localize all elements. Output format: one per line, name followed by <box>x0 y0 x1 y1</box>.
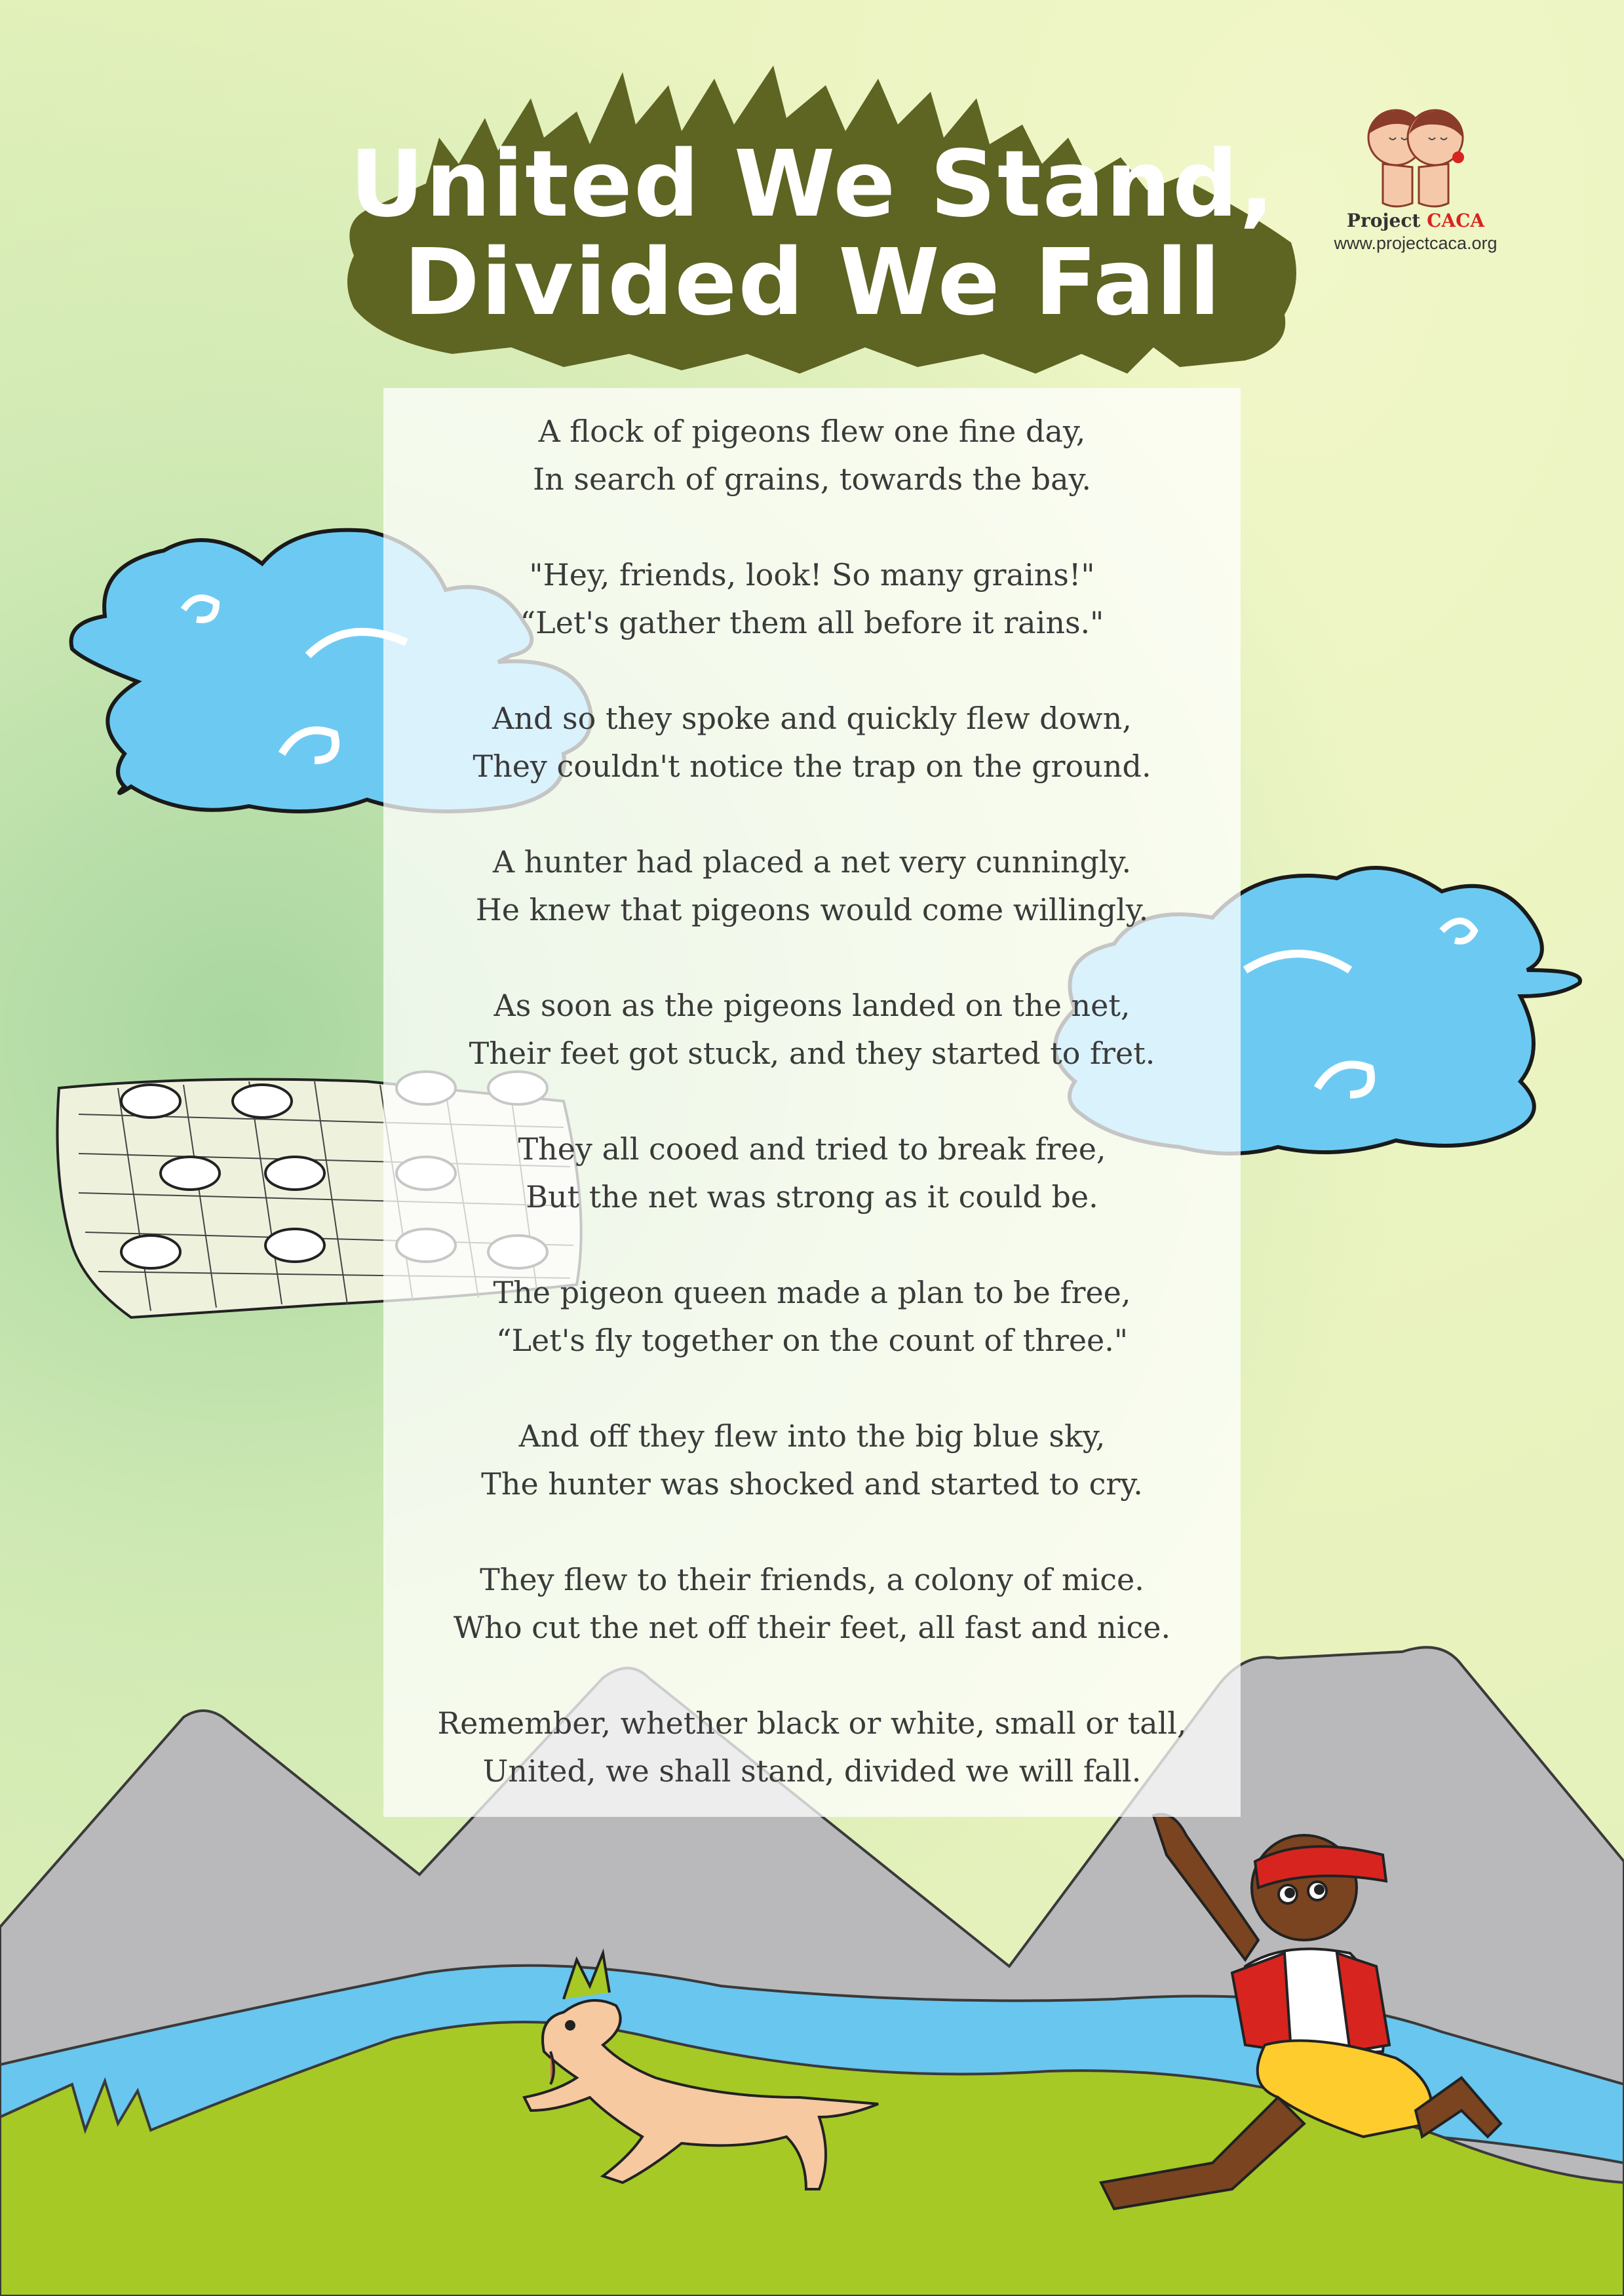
poem-line: And off they flew into the big blue sky, <box>518 1418 1106 1454</box>
poem-stanza <box>383 1412 1241 1508</box>
logo-name-part1: Project <box>1346 210 1427 231</box>
logo-children-icon <box>1330 105 1501 210</box>
poem-panel <box>383 388 1241 1817</box>
poem-line: Remember, whether black or white, small or tall, <box>437 1705 1187 1741</box>
poem-line: A flock of pigeons flew one fine day, <box>538 414 1086 449</box>
poem-stanza <box>383 838 1241 934</box>
poem-line: A hunter had placed a net very cunningly. <box>492 844 1132 880</box>
logo-name-part2: CACA <box>1427 210 1485 231</box>
poem-stanza <box>383 408 1241 503</box>
poem-stanza <box>383 695 1241 790</box>
poem-line: In search of grains, towards the bay. <box>532 461 1092 497</box>
poem-line: They couldn't notice the trap on the ground. <box>473 749 1151 784</box>
poem-line: But the net was strong as it could be. <box>526 1179 1098 1215</box>
poem-stanza <box>383 551 1241 647</box>
page-title-line-2: Divided We Fall <box>403 229 1222 336</box>
logo-project-name <box>1330 210 1501 231</box>
poem-line: Their feet got stuck, and they started to fret. <box>469 1036 1155 1071</box>
poem-stanza <box>383 982 1241 1078</box>
logo-website-url: www.projectcaca.org <box>1334 233 1498 253</box>
poem-line: “Let's gather them all before it rains." <box>520 605 1104 640</box>
project-caca-logo <box>1330 105 1501 262</box>
poem-text <box>383 408 1241 1843</box>
poem-line: As soon as the pigeons landed on the net, <box>493 988 1131 1023</box>
poem-line: Who cut the net off their feet, all fast and nice. <box>453 1610 1171 1645</box>
page-title-line-1: United We Stand, <box>349 131 1276 238</box>
poem-line: "Hey, friends, look! So many grains!" <box>529 557 1095 593</box>
poem-stanza <box>383 1700 1241 1795</box>
poem-stanza <box>383 1556 1241 1652</box>
poem-line: They all cooed and tried to break free, <box>518 1131 1106 1167</box>
poem-line: The pigeon queen made a plan to be free, <box>493 1275 1131 1310</box>
poem-line: United, we shall stand, divided we will fall. <box>482 1753 1142 1789</box>
poem-line: The hunter was shocked and started to cry. <box>481 1466 1143 1502</box>
title-banner <box>328 59 1298 380</box>
poem-line: He knew that pigeons would come willingly. <box>475 892 1149 927</box>
poem-stanza <box>383 1125 1241 1221</box>
poem-line: “Let's fly together on the count of three." <box>495 1323 1129 1358</box>
poem-line: They flew to their friends, a colony of mice. <box>480 1562 1144 1597</box>
poem-stanza <box>383 1269 1241 1365</box>
poem-line: And so they spoke and quickly flew down, <box>492 701 1132 736</box>
